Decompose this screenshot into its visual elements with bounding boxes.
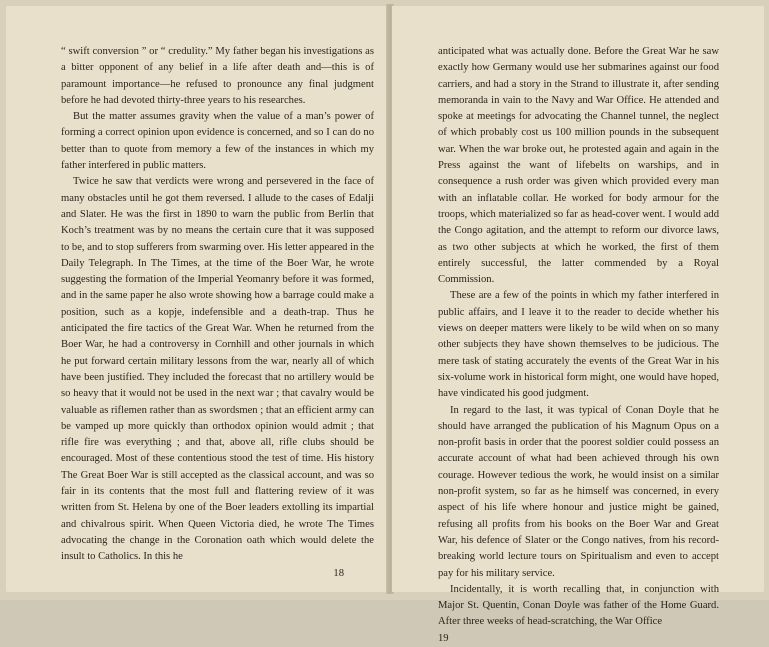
left-page-text: [61, 44, 374, 566]
paragraph: But the matter assumes gravity when the value of a man’s power of forming a correct opinion upon evidence is concerned, and so I can do no better than to quote from memory a few of the instances in which my father interfered in public matters.: [61, 111, 374, 172]
paragraph: anticipated what was actually done. Before the Great War he saw exactly how Germany would use her submarines against our food carriers, and had a story in the Strand to illustrate it, after sending memoranda in vain to the Navy and War Office. He attended and spoke at meetings for advocating the Channel tunnel, the neglect of which probably cost us 100 million pounds in the subsequent war. When the war broke out, he protested again and again in the Press against the want of lifebelts on warships, and in consequence a rush order was given which provided every man with an inflatable collar. He worked for body armour for the troops, which materialized so far as head-cover went. I would add the Congo agitation, and the attempt to reform our divorce laws, as two other subjects at which he worked, the first of them entirely successful, the latter commended by a Royal Commission.: [438, 46, 719, 286]
right-page: [392, 6, 764, 644]
paragraph: “ swift conversion ” or “ credulity.” My father began his investigations as a bitter opponent of any belief in a life after death and—this is of paramount importance—he refused to pronounce any final judgment before he had devoted thirty-three years to his researches.: [61, 46, 374, 106]
paragraph: These are a few of the points in which my father interfered in public affairs, and I leave it to the reader to decide whether his views on deeper matters were likely to be wild when on so many other subjects they have shown themselves to be judicious. The mere task of stating accurately the events of the Great War in his six-volume work in historical form might, one would have hoped, have vindicated his good judgment.: [438, 290, 719, 400]
right-page-text: [438, 44, 719, 631]
page-number: 19: [438, 632, 449, 644]
paragraph: Incidentally, it is worth recalling that, in conjunction with Major St. Quentin, Conan Doyle was father of the Home Guard. After three weeks of head-scratching, the War Office: [438, 583, 719, 628]
left-page: [6, 6, 388, 592]
paragraph: Twice he saw that verdicts were wrong and persevered in the face of many obstacles until he got them reversed. I allude to the cases of Edalji and Slater. He was the first in 1890 to warn the public from Berlin that Koch’s treatment was by no means the certain cure that it was supposed to be, and to stop sufferers from swarming over. His letter appeared in the Daily Telegraph. In The Times, at the time of the Boer War, he wrote suggesting the formation of the Imperial Yeomanry before it was formed, and in the same paper he also wrote showing how a barrage could make a position, such as a kopje, indefensible and a death-trap. Thus he anticipated the fire tactics of the Great War. When he returned from the Boer War, he had a controversy in Cornhill and other journals in which he put forward certain military lessons from the war, nearly all of which have been justified. They included the forecast that no artillery would be so heavy that it would not be used in the next war ; that cavalry would be valuable as riflemen rather than as swordsmen ; that an efficient army can be vamped up more quickly than orthodox opinion would admit ; that rifle fire was everything ; and that, above all, rifle clubs should be encouraged. Most of these contentious stood the test of time. His history The Great Boer War is still accepted as the classical account, and was so fair in its contents that the most full and flattering review of it was written from St. Helena by one of the Boer leaders extolling its impartial and chivalrous spirit. When Queen Victoria died, he wrote The Times advocating the change in the Coronation oath which would delete the insult to Catholics. In this he: [61, 176, 374, 563]
page-number: 18: [333, 567, 344, 579]
paragraph: In regard to the last, it was typical of Conan Doyle that he should have arranged the publication of his Magnum Opus on a non-profit basis in order that the poorest soldier could possess an accurate account of what had been achieved through his own courage. However tedious the work, he would insist on a similar non-profit system, so far as he himself was concerned, in every aspect of his life where honour and justice might be gained, refusing all profits from his books on the Boer War and Great War, his defence of Slater or the Congo natives, from his record-breaking world lecture tours on Spiritualism and even to accept pay for his military service.: [438, 404, 719, 579]
